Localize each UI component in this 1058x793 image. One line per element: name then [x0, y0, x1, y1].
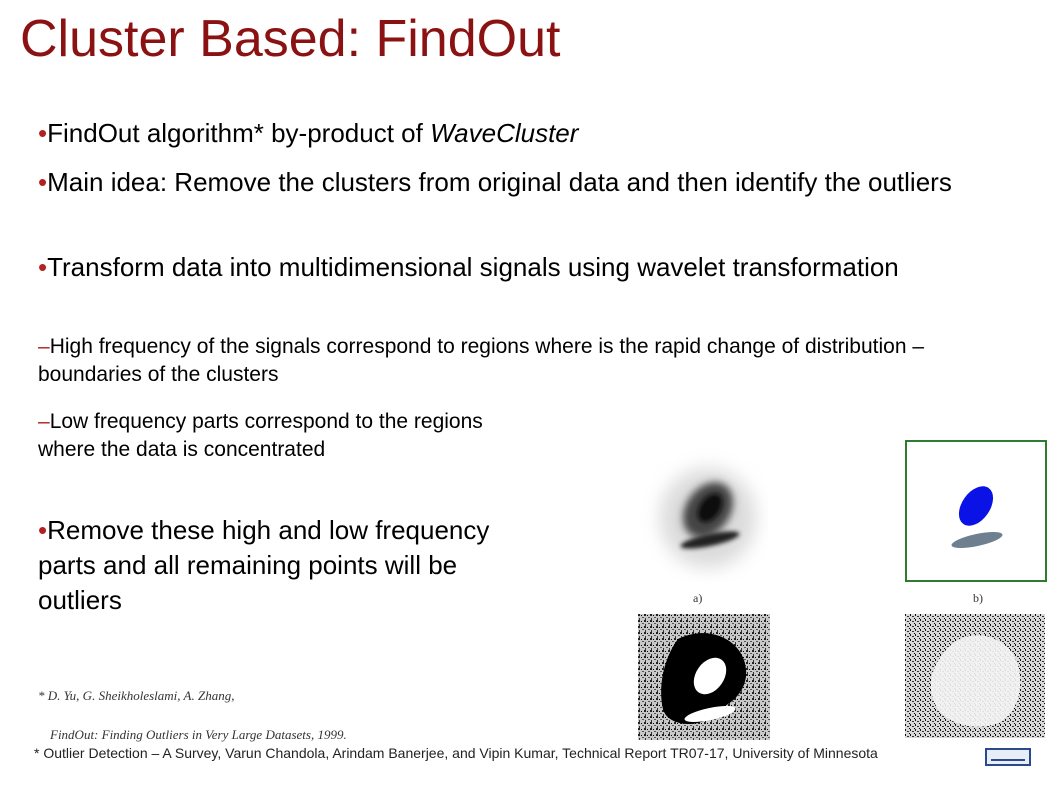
sub-bullet-low-frequency — [38, 408, 483, 464]
bullet-remove-parts — [38, 513, 528, 618]
density-plot — [638, 440, 768, 582]
bullet-main-idea — [38, 165, 1013, 200]
dash-marker: – — [38, 410, 50, 433]
sub-bullet-text: Low frequency parts correspond to the regions where the data is concentrated — [38, 410, 483, 461]
bullet-text: Transform data into multidimensional signals using wavelet transformation — [47, 252, 899, 282]
dash-marker: – — [38, 335, 50, 358]
bullet-marker: • — [38, 515, 48, 545]
bullet-text: FindOut algorithm* by-product of — [47, 118, 431, 148]
bullet-marker: • — [38, 252, 48, 282]
caption-a: a) — [693, 591, 703, 605]
figure-panel-c — [638, 614, 770, 740]
high-frequency-plot — [638, 614, 770, 740]
bullet-marker: • — [38, 167, 48, 197]
bullet-text: Main idea: Remove the clusters from original data and then identify the outliers — [47, 167, 952, 197]
bullet-text: Remove these high and low frequency parts and all remaining points will be outliers — [38, 515, 490, 615]
caption-b: b) — [973, 591, 983, 605]
cluster-plot — [905, 440, 1047, 582]
figure-panel-d — [905, 614, 1045, 738]
bullet-marker: • — [38, 118, 48, 148]
bullet-transform-data — [38, 250, 1013, 285]
bullet-findout-algorithm — [38, 116, 1013, 151]
figure-panel-a — [638, 440, 768, 582]
reference-title: FindOut: Finding Outliers in Very Large Datasets, 1999. — [50, 727, 347, 742]
logo-bar — [991, 759, 1025, 761]
sub-bullet-text: High frequency of the signals correspond to regions where is the rapid change of distribution – boundaries of the clusters — [38, 335, 925, 386]
reference-authors: * D. Yu, G. Sheikholeslami, A. Zhang, — [38, 688, 235, 703]
sub-bullet-high-frequency — [38, 333, 1013, 389]
slide-title: Cluster Based: FindOut — [20, 10, 561, 68]
wavecluster-term: WaveCluster — [430, 118, 579, 148]
footnote: * Outlier Detection – A Survey, Varun Chandola, Arindam Banerjee, and Vipin Kumar, Technical Report TR07-17, University of Minnesota — [34, 745, 878, 761]
university-logo — [985, 748, 1031, 766]
figure-panel-b — [905, 440, 1047, 582]
outlier-plot — [905, 614, 1045, 738]
